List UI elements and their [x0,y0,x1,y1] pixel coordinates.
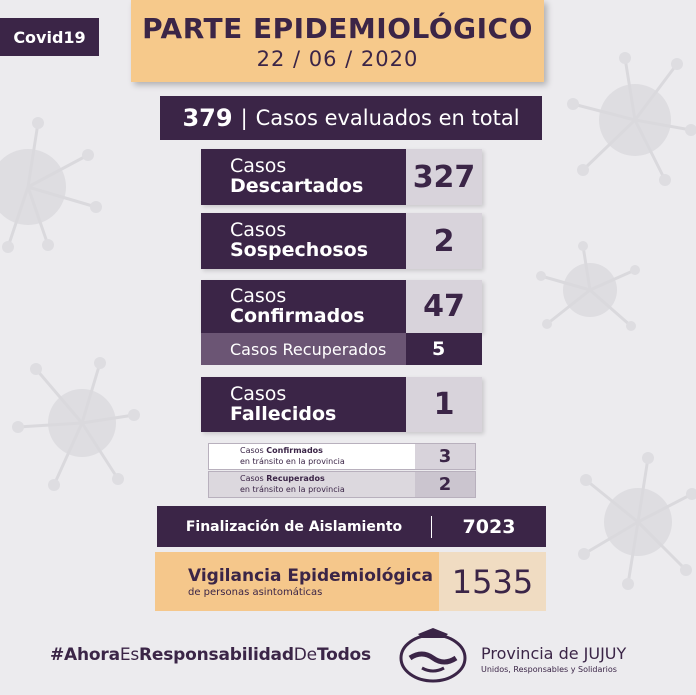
block-label: Descartados [230,175,364,197]
virus-icon [565,50,696,190]
transit-label: Confirmados [266,446,323,456]
isolation-label: Finalización de Aislamiento [185,518,403,535]
epidemiological-surveillance [155,552,546,611]
surveillance-value: 1535 [439,552,546,611]
transit-recovered [208,471,476,498]
separator: | [240,106,248,130]
province-name: Provincia de JUJUY [481,644,627,663]
report-title: PARTE EPIDEMIOLÓGICO [142,12,533,45]
recovered-cases [201,333,482,365]
discarded-cases [201,149,482,205]
hashtag-part: Es [119,645,140,665]
hashtag-part: Todos [316,645,371,665]
block-label-prefix: Casos [230,284,287,307]
transit-label: Recuperados [266,474,325,484]
isolation-value: 7023 [462,515,516,538]
block-label: Confirmados [230,304,365,327]
surveillance-sublabel: de personas asintomáticas [188,586,323,598]
block-label-prefix: Casos [230,382,287,405]
block-label: Sospechosos [230,239,369,261]
virus-icon [576,450,696,590]
province-brand [481,644,626,674]
recovered-label: Casos Recuperados [201,333,406,365]
hashtag-part: #Ahora [50,645,120,665]
transit-sublabel: en tránsito en la provincia [240,484,345,494]
block-value: 47 [406,280,482,333]
hashtag-part: De [293,645,317,665]
hashtag [50,645,371,665]
total-evaluated [160,96,542,140]
province-slogan: Unidos, Responsables y Solidarios [481,665,617,674]
covid19-tag: Covid19 [0,18,99,56]
report-date: 22 / 06 / 2020 [256,47,419,71]
virus-icon [535,240,645,340]
block-label: Fallecidos [230,402,337,425]
virus-icon [0,115,110,255]
report-header [131,0,544,82]
block-value: 2 [406,213,482,269]
transit-sublabel: en tránsito en la provincia [240,456,345,466]
transit-value: 2 [415,472,475,497]
transit-prefix: Casos [240,474,264,484]
total-evaluated-value: 379 [182,104,233,132]
hashtag-part: Responsabilidad [139,645,294,665]
block-label-prefix: Casos [230,219,287,242]
transit-confirmed [208,443,476,470]
deceased-cases [201,377,482,432]
block-label-prefix: Casos [230,155,287,178]
isolation-finished [157,506,546,547]
virus-icon [10,355,140,495]
suspected-cases [201,213,482,269]
province-seal-icon [398,624,468,686]
recovered-value: 5 [406,333,482,365]
block-value: 327 [406,149,482,205]
block-value: 1 [406,377,482,432]
transit-value: 3 [415,444,475,469]
surveillance-label: Vigilancia Epidemiológica [188,565,433,586]
confirmed-cases [201,280,482,333]
total-evaluated-label: Casos evaluados en total [255,106,520,130]
transit-prefix: Casos [240,446,264,456]
